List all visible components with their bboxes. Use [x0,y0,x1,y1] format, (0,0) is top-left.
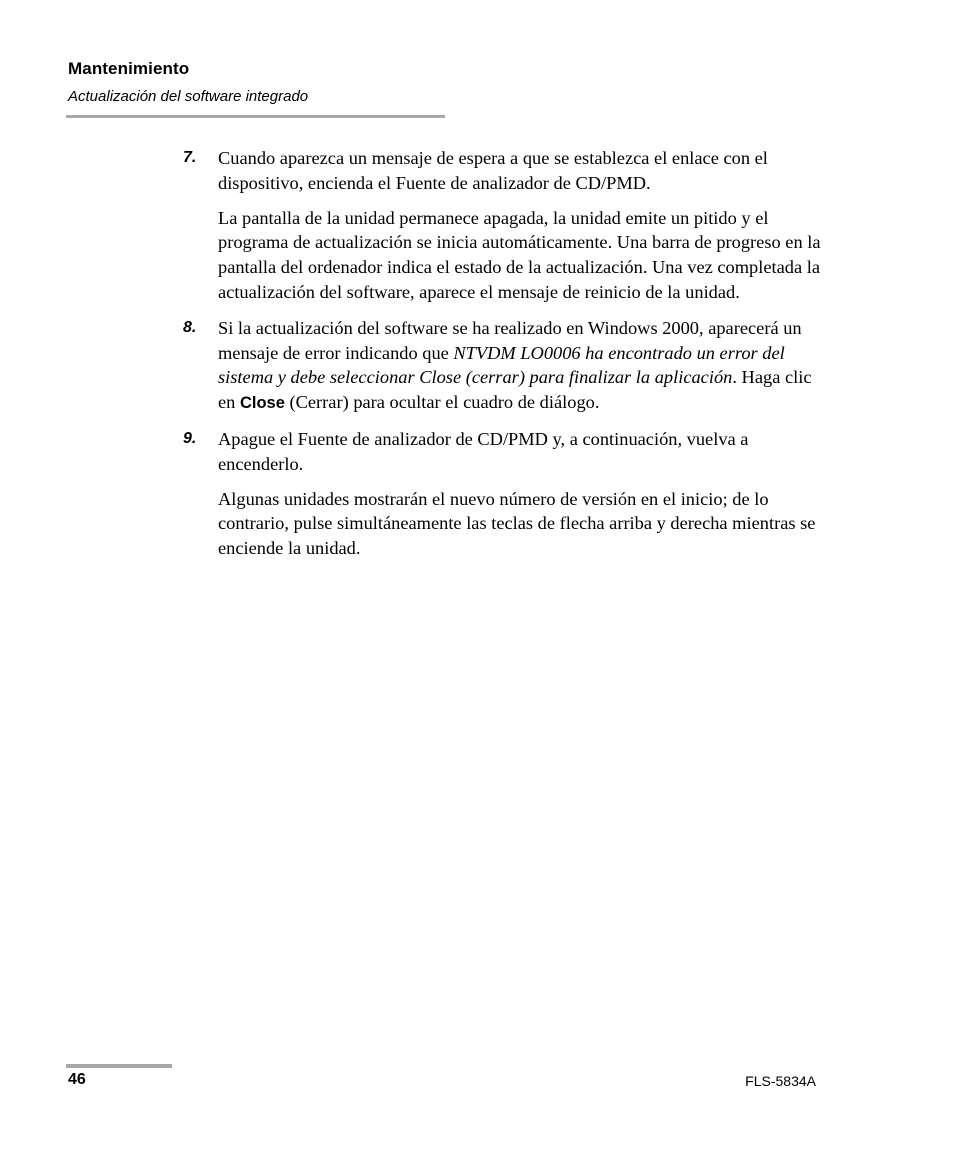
step-9 [183,427,823,561]
error-message-text: NTVDM LO0006 ha encontrado un error del sistema y debe seleccionar Close (cerrar) para finalizar la aplicación [218,342,785,388]
header-divider [66,115,445,118]
step-note: La pantalla de la unidad permanece apagada, la unidad emite un pitido y el programa de actualización se inicia automáticamente. Una barra de progreso en la pantalla del ordenador indica el estado de la actualización. Una vez completada la actualización del software, aparece el mensaje de reinicio de la unidad. [218,207,821,302]
footer-divider [66,1064,172,1068]
running-header [68,58,308,107]
step-number: 7. [183,149,197,166]
step-text: . Haga clic en [218,367,812,413]
document-code: FLS-5834A [745,1073,816,1089]
section-subtitle: Actualización del software integrado [68,88,309,105]
step-instruction: Cuando aparezca un mensaje de espera a que se establezca el enlace con el dispositivo, encienda el Fuente de analizador de CD/PMD. [218,148,768,193]
step-number: 9. [183,429,197,447]
section-title: Mantenimiento [68,59,190,78]
step-note: Algunas unidades mostrarán el nuevo número de versión en el inicio; de lo contrario, pulse simultáneamente las teclas de flecha arriba y derecha mientras se enciende la unidad. [218,488,816,559]
step-text: (Cerrar) para ocultar el cuadro de diálogo. [284,392,600,413]
page-number: 46 [68,1071,86,1088]
step-instruction [218,316,823,416]
step-7 [183,146,823,305]
procedure-steps [183,146,823,561]
step-number: 8. [183,318,197,336]
step-8 [183,316,823,416]
close-button-reference: Close [239,394,285,413]
step-text: Si la actualización del software se ha realizado en Windows 2000, aparecerá un mensaje de error indicando que [218,317,802,363]
step-instruction: Apague el Fuente de analizador de CD/PMD y, a continuación, vuelva a encenderlo. [218,428,749,474]
